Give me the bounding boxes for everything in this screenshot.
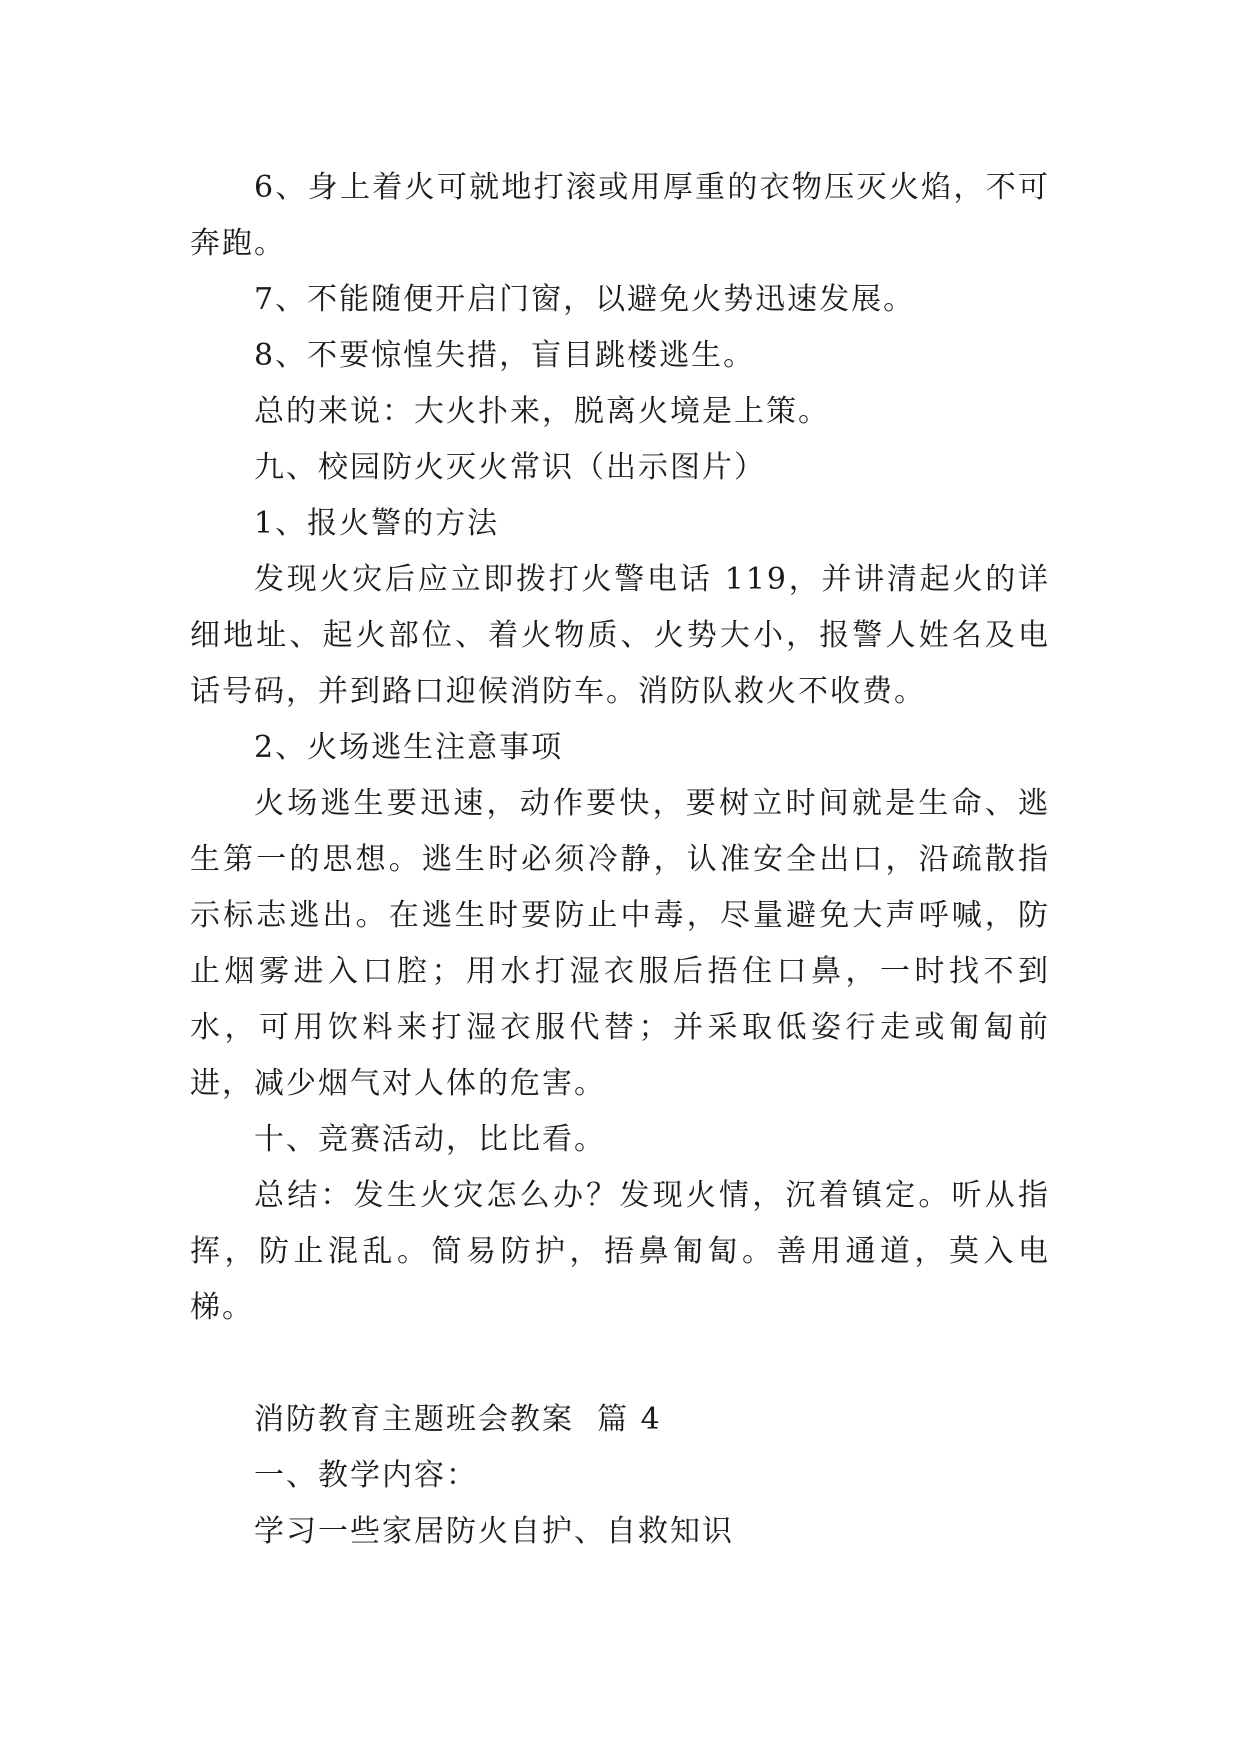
paragraph-item-6: 6、身上着火可就地打滚或用厚重的衣物压灭火焰，不可奔跑。 <box>190 170 1050 261</box>
paragraph-summary: 总的来说：大火扑来，脱离火境是上策。 <box>254 394 830 429</box>
document-body <box>190 160 1050 1560</box>
heading-section-10: 十、竞赛活动，比比看。 <box>254 1122 606 1157</box>
paragraph-escape: 火场逃生要迅速，动作要快，要树立时间就是生命、逃生第一的思想。逃生时必须冷静，认准安全出口，沿疏散指示标志逃出。在逃生时要防止中毒，尽量避免大声呼喊，防止烟雾进入口腔；用水打湿衣服后捂住口鼻，一时找不到水，可用饮料来打湿衣服代替；并采取低姿行走或匍匐前进，减少烟气对人体的危害。 <box>190 786 1050 1101</box>
paragraph-report-fire: 发现火灾后应立即拨打火警电话 119，并讲清起火的详细地址、起火部位、着火物质、火势大小，报警人姓名及电话号码，并到路口迎候消防车。消防队救火不收费。 <box>190 562 1050 709</box>
section-item-teaching-content: 一、教学内容： <box>254 1458 478 1493</box>
paragraph-item-8: 8、不要惊惶失措，盲目跳楼逃生。 <box>254 338 756 373</box>
heading-section-9: 九、校园防火灭火常识（出示图片） <box>254 450 766 485</box>
subheading-report-fire: 1、报火警的方法 <box>254 506 500 541</box>
subheading-escape: 2、火场逃生注意事项 <box>254 730 564 765</box>
paragraph-conclusion: 总结：发生火灾怎么办？发现火情，沉着镇定。听从指挥，防止混乱。简易防护，捂鼻匍匐。善用通道，莫入电梯。 <box>190 1178 1050 1325</box>
paragraph-item-7: 7、不能随便开启门窗，以避免火势迅速发展。 <box>254 282 916 317</box>
section-item-learning: 学习一些家居防火自护、自救知识 <box>254 1514 734 1549</box>
section-heading: 消防教育主题班会教案 篇 4 <box>254 1402 662 1437</box>
